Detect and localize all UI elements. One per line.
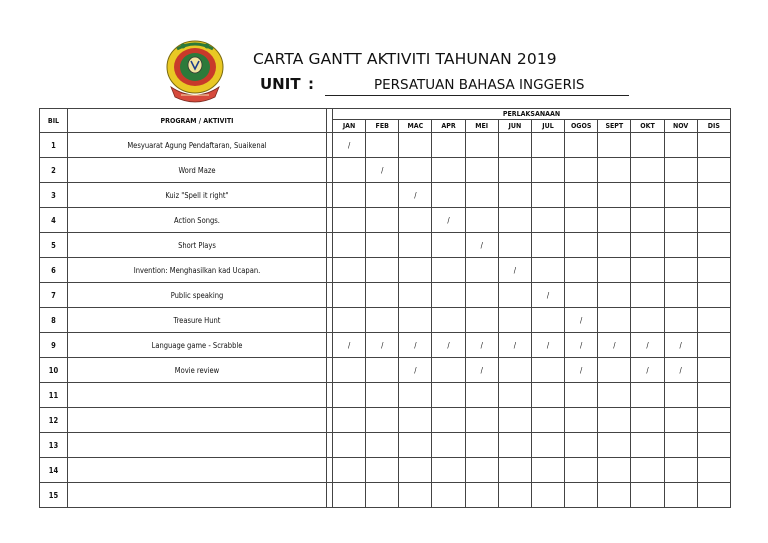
activity-name bbox=[68, 483, 327, 508]
row-number: 10 bbox=[40, 358, 68, 383]
month-header-apr: APR bbox=[432, 120, 465, 133]
month-cell-dis bbox=[697, 483, 730, 508]
activity-name: Word Maze bbox=[68, 158, 327, 183]
month-cell-feb bbox=[366, 358, 399, 383]
month-cell-jul bbox=[531, 233, 564, 258]
month-cell-ogos bbox=[565, 233, 598, 258]
unit-underline bbox=[325, 95, 629, 96]
month-cell-dis bbox=[697, 283, 730, 308]
month-cell-okt bbox=[631, 483, 664, 508]
month-cell-dis bbox=[697, 333, 730, 358]
month-cell-jul bbox=[531, 458, 564, 483]
school-crest-icon bbox=[163, 37, 227, 105]
month-cell-mei bbox=[465, 308, 498, 333]
month-cell-jun bbox=[498, 358, 531, 383]
month-cell-dis bbox=[697, 458, 730, 483]
month-cell-dis bbox=[697, 208, 730, 233]
month-cell-apr bbox=[432, 433, 465, 458]
month-cell-jun bbox=[498, 208, 531, 233]
month-cell-feb bbox=[366, 233, 399, 258]
month-cell-nov: / bbox=[664, 358, 697, 383]
row-number: 11 bbox=[40, 383, 68, 408]
month-header-dis: DIS bbox=[697, 120, 730, 133]
month-cell-feb bbox=[366, 458, 399, 483]
month-cell-sept bbox=[598, 208, 631, 233]
month-cell-mac bbox=[399, 208, 432, 233]
row-number: 13 bbox=[40, 433, 68, 458]
month-cell-mei bbox=[465, 208, 498, 233]
month-cell-jul: / bbox=[531, 283, 564, 308]
month-cell-dis bbox=[697, 133, 730, 158]
month-cell-mac bbox=[399, 283, 432, 308]
month-cell-dis bbox=[697, 358, 730, 383]
month-cell-jan bbox=[333, 158, 366, 183]
month-cell-okt bbox=[631, 433, 664, 458]
row-number: 6 bbox=[40, 258, 68, 283]
row-number: 8 bbox=[40, 308, 68, 333]
row-number: 3 bbox=[40, 183, 68, 208]
month-cell-apr: / bbox=[432, 208, 465, 233]
table-row bbox=[40, 233, 731, 258]
column-header-bil: BIL bbox=[40, 109, 68, 133]
table-row bbox=[40, 358, 731, 383]
month-cell-jul bbox=[531, 133, 564, 158]
month-cell-feb bbox=[366, 283, 399, 308]
month-cell-mei: / bbox=[465, 358, 498, 383]
month-cell-jun bbox=[498, 383, 531, 408]
month-cell-feb bbox=[366, 258, 399, 283]
table-row bbox=[40, 333, 731, 358]
month-cell-jan bbox=[333, 358, 366, 383]
month-cell-dis bbox=[697, 408, 730, 433]
row-number: 7 bbox=[40, 283, 68, 308]
month-cell-jul bbox=[531, 358, 564, 383]
month-cell-feb: / bbox=[366, 158, 399, 183]
activity-name: Action Songs. bbox=[68, 208, 327, 233]
month-cell-jul bbox=[531, 158, 564, 183]
month-cell-ogos bbox=[565, 458, 598, 483]
month-cell-jan bbox=[333, 208, 366, 233]
month-cell-mei bbox=[465, 133, 498, 158]
month-cell-okt bbox=[631, 133, 664, 158]
month-cell-feb bbox=[366, 308, 399, 333]
row-number: 5 bbox=[40, 233, 68, 258]
month-cell-mac: / bbox=[399, 358, 432, 383]
month-cell-mac bbox=[399, 233, 432, 258]
month-cell-apr: / bbox=[432, 333, 465, 358]
month-cell-mei bbox=[465, 458, 498, 483]
month-cell-sept bbox=[598, 433, 631, 458]
month-cell-ogos bbox=[565, 433, 598, 458]
month-header-nov: NOV bbox=[664, 120, 697, 133]
row-number: 14 bbox=[40, 458, 68, 483]
month-cell-apr bbox=[432, 308, 465, 333]
month-cell-jun bbox=[498, 308, 531, 333]
month-cell-ogos bbox=[565, 258, 598, 283]
month-header-jun: JUN bbox=[498, 120, 531, 133]
table-row bbox=[40, 383, 731, 408]
activity-name: Public speaking bbox=[68, 283, 327, 308]
month-cell-mei bbox=[465, 283, 498, 308]
activity-name: Treasure Hunt bbox=[68, 308, 327, 333]
month-cell-apr bbox=[432, 383, 465, 408]
unit-label: UNIT bbox=[260, 75, 301, 93]
table-row bbox=[40, 433, 731, 458]
month-cell-mac bbox=[399, 308, 432, 333]
month-cell-apr bbox=[432, 258, 465, 283]
gantt-table bbox=[39, 108, 731, 508]
month-cell-mac bbox=[399, 158, 432, 183]
month-cell-sept bbox=[598, 258, 631, 283]
month-cell-jan bbox=[333, 483, 366, 508]
month-cell-apr bbox=[432, 483, 465, 508]
month-cell-nov bbox=[664, 483, 697, 508]
month-cell-jul bbox=[531, 308, 564, 333]
month-cell-mei bbox=[465, 383, 498, 408]
column-header-program: PROGRAM / AKTIVITI bbox=[68, 109, 327, 133]
month-cell-nov bbox=[664, 183, 697, 208]
month-cell-sept bbox=[598, 358, 631, 383]
month-cell-feb bbox=[366, 483, 399, 508]
month-cell-nov bbox=[664, 158, 697, 183]
month-cell-ogos bbox=[565, 133, 598, 158]
month-cell-nov bbox=[664, 408, 697, 433]
activity-name bbox=[68, 408, 327, 433]
month-cell-mei bbox=[465, 408, 498, 433]
row-number: 9 bbox=[40, 333, 68, 358]
month-cell-okt bbox=[631, 283, 664, 308]
month-cell-sept: / bbox=[598, 333, 631, 358]
month-cell-jul bbox=[531, 208, 564, 233]
month-cell-ogos: / bbox=[565, 308, 598, 333]
month-cell-ogos bbox=[565, 158, 598, 183]
unit-colon: : bbox=[308, 75, 314, 93]
month-cell-jan: / bbox=[333, 333, 366, 358]
month-cell-feb bbox=[366, 433, 399, 458]
column-header-plan: PERLAKSANAAN bbox=[333, 109, 731, 120]
activity-name: Language game - Scrabble bbox=[68, 333, 327, 358]
page-title: CARTA GANTT AKTIVITI TAHUNAN 2019 bbox=[253, 50, 557, 68]
month-cell-mei: / bbox=[465, 233, 498, 258]
month-cell-okt bbox=[631, 308, 664, 333]
month-cell-apr bbox=[432, 458, 465, 483]
row-number: 1 bbox=[40, 133, 68, 158]
month-cell-jan bbox=[333, 233, 366, 258]
month-cell-jan bbox=[333, 383, 366, 408]
gantt-body bbox=[40, 133, 731, 508]
month-cell-nov: / bbox=[664, 333, 697, 358]
month-cell-nov bbox=[664, 433, 697, 458]
month-cell-mei bbox=[465, 258, 498, 283]
month-cell-sept bbox=[598, 308, 631, 333]
month-cell-mac bbox=[399, 258, 432, 283]
month-cell-jan: / bbox=[333, 133, 366, 158]
month-cell-ogos bbox=[565, 408, 598, 433]
table-row bbox=[40, 158, 731, 183]
month-cell-jan bbox=[333, 308, 366, 333]
month-cell-jun bbox=[498, 283, 531, 308]
unit-value: PERSATUAN BAHASA INGGERIS bbox=[374, 77, 585, 93]
month-cell-sept bbox=[598, 133, 631, 158]
table-row bbox=[40, 258, 731, 283]
activity-name: Mesyuarat Agung Pendaftaran, Suaikenal bbox=[68, 133, 327, 158]
month-cell-nov bbox=[664, 233, 697, 258]
month-cell-nov bbox=[664, 283, 697, 308]
month-cell-mei bbox=[465, 183, 498, 208]
month-cell-jan bbox=[333, 433, 366, 458]
activity-name bbox=[68, 458, 327, 483]
month-cell-ogos bbox=[565, 383, 598, 408]
month-cell-jan bbox=[333, 408, 366, 433]
month-cell-okt bbox=[631, 158, 664, 183]
month-cell-sept bbox=[598, 408, 631, 433]
month-cell-nov bbox=[664, 308, 697, 333]
month-cell-jun bbox=[498, 483, 531, 508]
month-cell-okt bbox=[631, 458, 664, 483]
month-cell-jun bbox=[498, 458, 531, 483]
month-header-okt: OKT bbox=[631, 120, 664, 133]
month-cell-dis bbox=[697, 433, 730, 458]
month-cell-mei bbox=[465, 433, 498, 458]
row-number: 15 bbox=[40, 483, 68, 508]
month-cell-jul bbox=[531, 383, 564, 408]
month-cell-feb bbox=[366, 383, 399, 408]
month-cell-jun bbox=[498, 433, 531, 458]
month-cell-nov bbox=[664, 133, 697, 158]
month-cell-sept bbox=[598, 458, 631, 483]
month-cell-jun bbox=[498, 233, 531, 258]
month-cell-feb bbox=[366, 208, 399, 233]
month-cell-nov bbox=[664, 258, 697, 283]
month-cell-sept bbox=[598, 233, 631, 258]
month-cell-sept bbox=[598, 283, 631, 308]
month-cell-mac bbox=[399, 483, 432, 508]
month-cell-dis bbox=[697, 233, 730, 258]
month-cell-ogos bbox=[565, 183, 598, 208]
month-cell-feb bbox=[366, 408, 399, 433]
month-cell-jun bbox=[498, 408, 531, 433]
month-cell-jun: / bbox=[498, 258, 531, 283]
activity-name: Movie review bbox=[68, 358, 327, 383]
month-cell-okt bbox=[631, 208, 664, 233]
month-cell-jun bbox=[498, 133, 531, 158]
month-cell-okt: / bbox=[631, 333, 664, 358]
table-row bbox=[40, 183, 731, 208]
activity-name: Kuiz "Spell it right" bbox=[68, 183, 327, 208]
month-cell-feb bbox=[366, 133, 399, 158]
month-cell-ogos bbox=[565, 483, 598, 508]
table-row bbox=[40, 283, 731, 308]
month-cell-apr bbox=[432, 233, 465, 258]
month-cell-sept bbox=[598, 158, 631, 183]
month-cell-nov bbox=[664, 208, 697, 233]
month-cell-nov bbox=[664, 383, 697, 408]
month-cell-jul bbox=[531, 183, 564, 208]
month-cell-jul bbox=[531, 408, 564, 433]
month-cell-mac bbox=[399, 408, 432, 433]
month-cell-jul bbox=[531, 483, 564, 508]
month-cell-ogos bbox=[565, 283, 598, 308]
month-cell-dis bbox=[697, 183, 730, 208]
month-cell-mac bbox=[399, 383, 432, 408]
month-cell-apr bbox=[432, 183, 465, 208]
month-cell-jan bbox=[333, 258, 366, 283]
month-cell-apr bbox=[432, 133, 465, 158]
activity-name: Short Plays bbox=[68, 233, 327, 258]
month-cell-mac bbox=[399, 458, 432, 483]
activity-name bbox=[68, 433, 327, 458]
month-cell-ogos: / bbox=[565, 333, 598, 358]
month-cell-mei bbox=[465, 483, 498, 508]
month-cell-ogos: / bbox=[565, 358, 598, 383]
month-cell-jun: / bbox=[498, 333, 531, 358]
month-cell-apr bbox=[432, 408, 465, 433]
row-number: 12 bbox=[40, 408, 68, 433]
month-cell-feb: / bbox=[366, 333, 399, 358]
month-cell-okt bbox=[631, 258, 664, 283]
month-cell-sept bbox=[598, 383, 631, 408]
month-header-jul: JUL bbox=[531, 120, 564, 133]
table-row bbox=[40, 458, 731, 483]
month-cell-mac bbox=[399, 133, 432, 158]
table-row bbox=[40, 133, 731, 158]
month-cell-dis bbox=[697, 158, 730, 183]
month-cell-mei bbox=[465, 158, 498, 183]
month-cell-jun bbox=[498, 158, 531, 183]
month-header-feb: FEB bbox=[366, 120, 399, 133]
month-cell-jul bbox=[531, 258, 564, 283]
month-header-ogos: OGOS bbox=[565, 120, 598, 133]
table-row bbox=[40, 408, 731, 433]
month-header-jan: JAN bbox=[333, 120, 366, 133]
month-cell-feb bbox=[366, 183, 399, 208]
month-cell-jan bbox=[333, 183, 366, 208]
month-cell-mei: / bbox=[465, 333, 498, 358]
month-cell-jan bbox=[333, 458, 366, 483]
row-number: 2 bbox=[40, 158, 68, 183]
month-header-sept: SEPT bbox=[598, 120, 631, 133]
month-header-mac: MAC bbox=[399, 120, 432, 133]
activity-name bbox=[68, 383, 327, 408]
row-number: 4 bbox=[40, 208, 68, 233]
month-cell-okt bbox=[631, 183, 664, 208]
month-cell-okt: / bbox=[631, 358, 664, 383]
month-cell-sept bbox=[598, 483, 631, 508]
month-cell-dis bbox=[697, 308, 730, 333]
month-cell-dis bbox=[697, 258, 730, 283]
activity-name: Invention: Menghasilkan kad Ucapan. bbox=[68, 258, 327, 283]
month-cell-mac bbox=[399, 433, 432, 458]
table-row bbox=[40, 308, 731, 333]
month-cell-dis bbox=[697, 383, 730, 408]
month-header-mei: MEI bbox=[465, 120, 498, 133]
month-cell-jun bbox=[498, 183, 531, 208]
month-cell-apr bbox=[432, 358, 465, 383]
month-cell-jul bbox=[531, 433, 564, 458]
month-cell-nov bbox=[664, 458, 697, 483]
month-cell-mac: / bbox=[399, 183, 432, 208]
table-row bbox=[40, 208, 731, 233]
month-cell-mac: / bbox=[399, 333, 432, 358]
month-cell-sept bbox=[598, 183, 631, 208]
month-cell-apr bbox=[432, 158, 465, 183]
month-cell-okt bbox=[631, 233, 664, 258]
month-cell-ogos bbox=[565, 208, 598, 233]
month-cell-jan bbox=[333, 283, 366, 308]
month-cell-okt bbox=[631, 408, 664, 433]
month-cell-okt bbox=[631, 383, 664, 408]
month-cell-jul: / bbox=[531, 333, 564, 358]
month-cell-apr bbox=[432, 283, 465, 308]
table-row bbox=[40, 483, 731, 508]
